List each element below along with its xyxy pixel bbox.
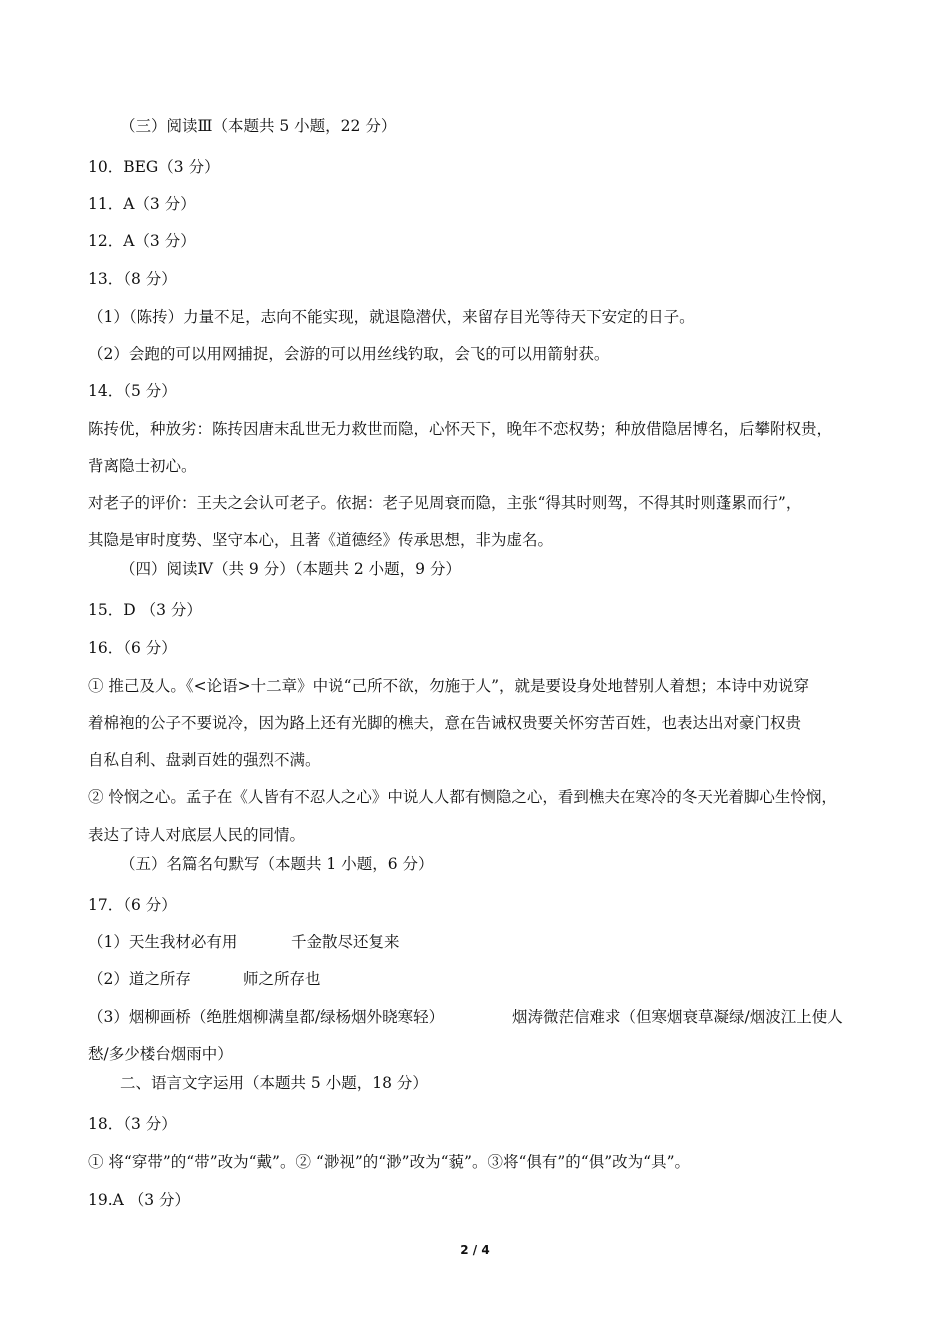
answer-q14-line2: 背离隐士初心。 — [88, 457, 197, 475]
answer-q13-part2: （2）会跑的可以用网捕捉，会游的可以用丝线钓取，会飞的可以用箭射获。 — [88, 345, 610, 363]
answer-q13-part1: （1）（陈抟）力量不足，志向不能实现，就退隐潜伏，来留存目光等待天下安定的日子。 — [88, 308, 695, 326]
answer-q18-line1: ① 将“穿带”的“带”改为“戴”。② “渺视”的“渺”改为“藐”。③将“俱有”的“俱”改为“具”。 — [88, 1153, 690, 1171]
answer-q17-part2-a: （2）道之所存 — [88, 970, 191, 988]
answer-q14-line4: 其隐是审时度势、坚守本心，且著《道德经》传承思想，非为虚名。 — [88, 531, 554, 549]
page-number: 2 / 4 — [460, 1243, 490, 1257]
answer-q18: 18．（3 分） — [88, 1115, 177, 1133]
answer-q19: 19.A （3 分） — [88, 1191, 191, 1209]
answer-q13: 13．（8 分） — [88, 270, 177, 288]
section-heading-recitation: （五）名篇名句默写（本题共 1 小题，6 分） — [120, 855, 434, 873]
answer-q16: 16．（6 分） — [88, 639, 177, 657]
answer-q16-line1: ① 推己及人。《<论语>十二章》中说“己所不欲，勿施于人”，就是要设身处地替别人着想；本诗中劝说穿 — [88, 677, 810, 695]
answer-q16-line4: ② 怜悯之心。孟子在《人皆有不忍人之心》中说人人都有恻隐之心，看到樵夫在寒冷的冬天光着脚心生怜悯， — [88, 788, 837, 806]
answer-q17: 17．（6 分） — [88, 896, 177, 914]
section-heading-reading-3: （三）阅读Ⅲ（本题共 5 小题，22 分） — [120, 117, 397, 135]
answer-q14: 14．（5 分） — [88, 382, 177, 400]
answer-q16-line2: 着棉袍的公子不要说冷，因为路上还有光脚的樵夫，意在告诫权贵要关怀穷苦百姓，也表达出对豪门权贵 — [88, 714, 802, 732]
answer-q10: 10．BEG（3 分） — [88, 158, 220, 176]
answer-q17-part3-b: 烟涛微茫信难求（但寒烟衰草凝绿/烟波江上使人 — [512, 1008, 843, 1026]
answer-q17-part2-b: 师之所存也 — [243, 970, 321, 988]
section-heading-reading-4: （四）阅读Ⅳ（共 9 分）（本题共 2 小题，9 分） — [120, 560, 461, 578]
answer-q17-part1-a: （1）天生我材必有用 — [88, 933, 238, 951]
answer-q14-line1: 陈抟优，种放劣：陈抟因唐末乱世无力救世而隐，心怀天下，晚年不恋权势；种放借隐居博名，后攀附权贵， — [88, 420, 833, 438]
answer-q16-line3: 自私自利、盘剥百姓的强烈不满。 — [88, 751, 321, 769]
answer-q17-part1-b: 千金散尽还复来 — [291, 933, 400, 951]
answer-q15: 15．D （3 分） — [88, 601, 202, 619]
answer-q11: 11．A（3 分） — [88, 195, 196, 213]
answer-q14-line3: 对老子的评价：王夫之会认可老子。依据：老子见周衰而隐，主张“得其时则驾，不得其时则蓬累而行”， — [88, 494, 802, 512]
answer-q16-line5: 表达了诗人对底层人民的同情。 — [88, 826, 306, 844]
section-heading-language: 二、语言文字运用（本题共 5 小题，18 分） — [120, 1074, 428, 1092]
answer-q17-part3-c: 愁/多少楼台烟雨中） — [88, 1045, 233, 1063]
answer-q12: 12．A（3 分） — [88, 232, 196, 250]
answer-q17-part3-a: （3）烟柳画桥（绝胜烟柳满皇都/绿杨烟外晓寒轻） — [88, 1008, 445, 1026]
